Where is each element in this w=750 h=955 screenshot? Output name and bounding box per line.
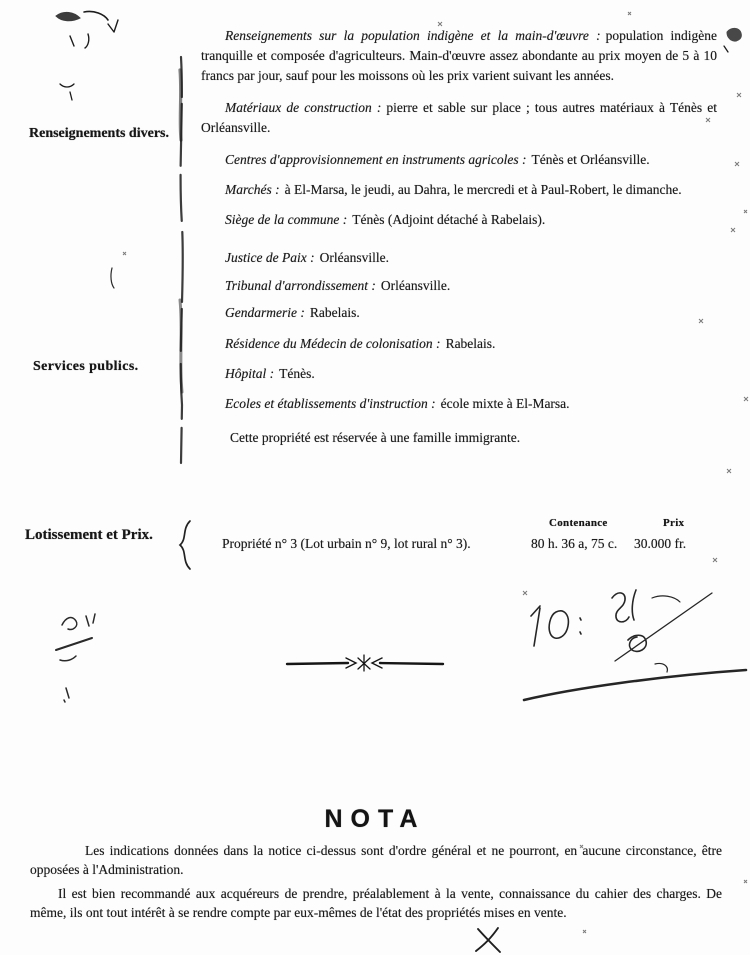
paragraph-body: Cette propriété est réservée à une famille immigrante. (230, 430, 521, 445)
section-divider-ornament (287, 655, 443, 671)
ink-smudge-top-left (56, 11, 118, 100)
paragraph-marches (201, 180, 717, 200)
paragraph-lead: Hôpital : (225, 366, 275, 381)
margin-rule-line (180, 57, 183, 463)
paragraph-body: population indigène tranquille et composée d'agriculteurs. Main-d'œuvre assez abondante au prix moyen de 5 à 10 francs par jour, sauf pour les moissons où les prix varient suivant les années. (201, 28, 717, 83)
paragraph-siege-commune (201, 210, 717, 230)
handwritten-x-mark (476, 928, 500, 952)
column-header-contenance: Contenance (549, 517, 608, 529)
paragraph-lead: Résidence du Médecin de colonisation : (225, 336, 441, 351)
lotissement-brace (180, 521, 190, 569)
paragraph-residence-medecin (201, 334, 717, 354)
property-contenance-value: 80 h. 36 a, 75 c. (531, 536, 618, 551)
paragraph-lead: Ecoles et établissements d'instruction : (225, 396, 436, 411)
paragraph-famille-immigrante (201, 428, 717, 448)
nota-paragraph-1: Les indications données dans la notice ci-dessus sont d'ordre général et ne pourront, en aucune circonstance, être opposées à l'Administration. (30, 843, 722, 877)
paragraph-tribunal (201, 276, 717, 296)
paragraph-lead: Centres d'approvisionnement en instruments agricoles : (225, 152, 527, 167)
nota-text (30, 841, 722, 922)
paragraph-body: pierre et sable sur place ; tous autres matériaux à Ténès et Orléansville. (201, 100, 717, 135)
paragraph-body: Rabelais. (309, 305, 360, 320)
ink-smudge-top-right (724, 28, 741, 52)
paragraph-ecoles (201, 394, 717, 414)
paragraph-gendarmerie (201, 303, 717, 323)
nota-heading: NOTA (324, 805, 426, 833)
paragraph-lead: Marchés : (225, 182, 280, 197)
paragraph-materiaux (201, 98, 717, 138)
paragraph-lead: Gendarmerie : (225, 305, 305, 320)
handwritten-annotation-right (524, 590, 746, 700)
nota-paragraph-2: Il est bien recommandé aux acquéreurs de prendre, préalablement à la vente, connaissance du cahier des charges. De même, ils ont tout intérêt à se rendre compte par eux-mêmes de l'état des propriétés mises en vente. (30, 886, 722, 920)
paragraph-justice-de-paix (201, 248, 717, 268)
paragraph-body: Ténès (Adjoint détaché à Rabelais). (352, 212, 546, 227)
column-header-prix: Prix (663, 517, 685, 529)
paragraph-lead: Matériaux de construction : (225, 100, 382, 115)
paragraph-lead: Siège de la commune : (225, 212, 348, 227)
paragraph-body: Ténès. (279, 366, 315, 381)
margin-label-renseignements-divers: Renseignements divers. (29, 126, 169, 141)
paragraph-lead: Tribunal d'arrondissement : (225, 278, 376, 293)
margin-label-services-publics: Services publics. (33, 359, 139, 374)
handwritten-smudges-left (56, 268, 114, 702)
paragraph-lead: Justice de Paix : (225, 250, 315, 265)
paragraph-body: Orléansville. (380, 278, 451, 293)
paragraph-body: Rabelais. (445, 336, 496, 351)
paragraph-population (201, 26, 717, 86)
margin-label-lotissement-et-prix: Lotissement et Prix. (25, 527, 153, 543)
body-text-column (201, 26, 717, 448)
paragraph-body: Ténès et Orléansville. (531, 152, 650, 167)
paragraph-body: Orléansville. (319, 250, 389, 265)
paragraph-hopital (201, 364, 717, 384)
paragraph-body: école mixte à El-Marsa. (440, 396, 570, 411)
property-price-value: 30.000 fr. (634, 536, 687, 551)
property-designation: Propriété n° 3 (Lot urbain n° 9, lot rural n° 3). (222, 536, 471, 551)
paragraph-body: à El-Marsa, le jeudi, au Dahra, le mercredi et à Paul-Robert, le dimanche. (284, 182, 682, 197)
paragraph-lead: Renseignements sur la population indigène et la main-d'œuvre : (225, 28, 601, 43)
paragraph-centres-approvisionnement (201, 150, 717, 170)
